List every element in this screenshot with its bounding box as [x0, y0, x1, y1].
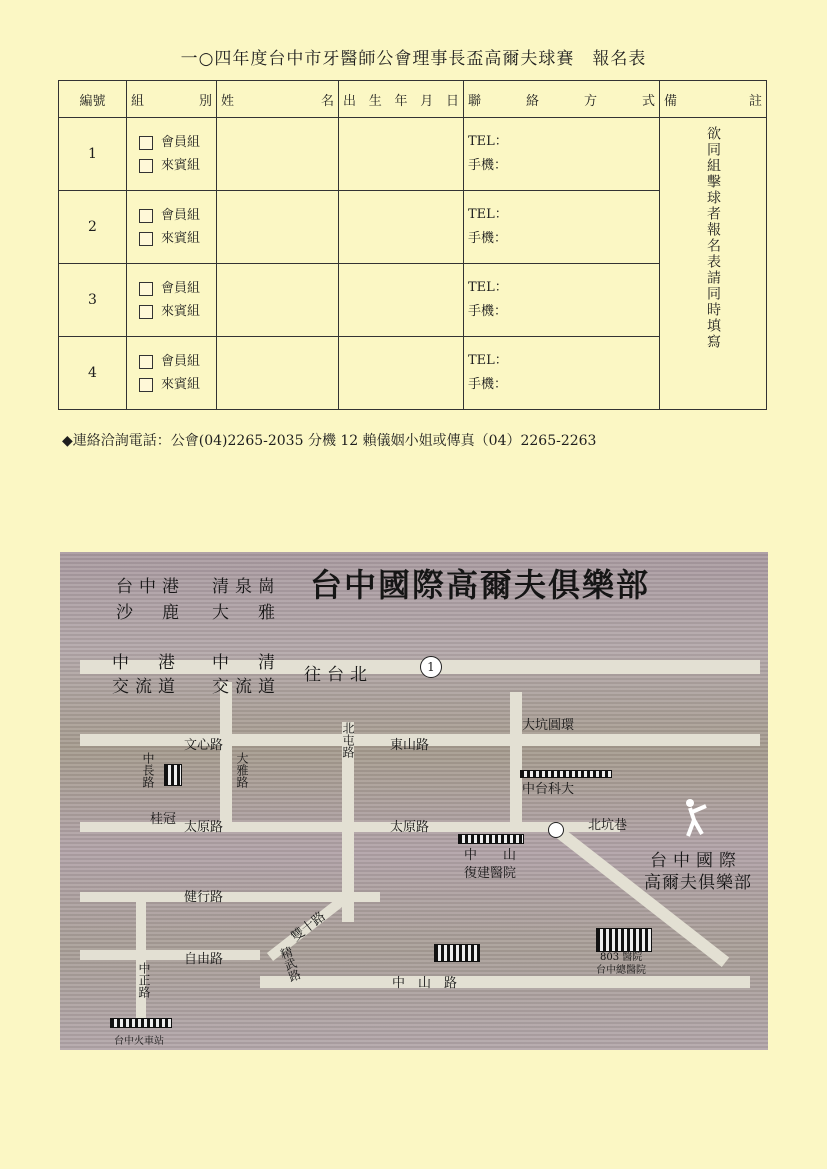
map-label: 中正路 — [137, 962, 151, 998]
highway-1-icon: 1 — [420, 656, 442, 678]
golfer-icon — [680, 798, 710, 838]
map-label: 復建醫院 — [464, 866, 517, 881]
map-label: 往台北 — [304, 665, 373, 685]
tel-label: TEL： — [468, 207, 508, 222]
header-contact: 聯 絡 方 式 — [464, 81, 660, 118]
member-checkbox[interactable] — [139, 209, 153, 223]
map-label: 北屯路 — [341, 722, 355, 758]
birthdate-field[interactable] — [339, 264, 464, 337]
map-label: 中 山 — [464, 848, 517, 863]
guest-checkbox[interactable] — [139, 232, 153, 246]
birthdate-field[interactable] — [339, 337, 464, 410]
contact-field[interactable] — [464, 337, 660, 410]
road-zhongshan — [260, 976, 750, 988]
form-title: 一○四年度台中市牙醫師公會理事長盃高爾夫球賽 報名表 — [180, 49, 647, 69]
contact-field[interactable] — [464, 191, 660, 264]
header-number: 編號 — [59, 81, 127, 118]
row-number: 4 — [59, 337, 127, 410]
group-select — [127, 337, 217, 410]
map-label: 大坑圓環 — [522, 718, 575, 733]
map-label: 文心路 — [184, 738, 224, 753]
member-option[interactable]: 會員組 — [127, 204, 216, 227]
name-field[interactable] — [217, 191, 339, 264]
table-header-row — [59, 81, 767, 118]
map-label: 中台科大 — [522, 782, 575, 797]
mobile-label: 手機： — [468, 231, 508, 246]
member-option[interactable]: 會員組 — [127, 131, 216, 154]
header-name: 姓 名 — [217, 81, 339, 118]
map-label: 自由路 — [184, 952, 224, 967]
road-daken — [510, 692, 522, 822]
map-label: 北坑巷 — [588, 818, 628, 833]
row-number: 1 — [59, 118, 127, 191]
header-note: 備 註 — [660, 81, 767, 118]
map-label: 高爾夫俱樂部 — [644, 873, 752, 893]
map-label: 中長路 — [141, 752, 155, 788]
station-icon — [110, 1018, 172, 1028]
map-label: 中 山 路 — [392, 976, 458, 991]
map-label: 台中港 — [116, 577, 185, 597]
name-field[interactable] — [217, 118, 339, 191]
building-icon — [520, 770, 612, 778]
map-label: 雙十路 — [288, 909, 329, 945]
map-label: 交流道 — [112, 677, 181, 697]
map-label: 東山路 — [390, 738, 430, 753]
map-label: 太原路 — [390, 820, 430, 835]
building-icon — [434, 944, 480, 962]
group-select — [127, 191, 217, 264]
building-icon — [458, 834, 524, 844]
map-label: 沙 鹿 — [116, 603, 185, 623]
contact-info: ◆連絡洽詢電話：公會(04)2265-2035 分機 12 賴儀姻小姐或傳真（04）2265-2263 — [62, 433, 597, 449]
map-label: 台中火車站 — [114, 1036, 164, 1047]
map-label: 大雅路 — [235, 752, 249, 788]
header-group: 組 別 — [127, 81, 217, 118]
map-label: 803 醫院 — [600, 952, 643, 963]
landmark-icon — [548, 822, 564, 838]
map-label: 清泉崗 — [212, 577, 281, 597]
map-label: 精武路 — [277, 944, 303, 984]
group-select — [127, 118, 217, 191]
registration-table — [58, 80, 767, 410]
tel-label: TEL： — [468, 353, 508, 368]
row-number: 2 — [59, 191, 127, 264]
member-option[interactable]: 會員組 — [127, 350, 216, 373]
map-label: 桂冠 — [150, 812, 177, 827]
guest-checkbox[interactable] — [139, 305, 153, 319]
birthdate-field[interactable] — [339, 118, 464, 191]
row-number: 3 — [59, 264, 127, 337]
table-row — [59, 118, 767, 191]
map-label: 台中國際 — [650, 851, 742, 871]
location-map — [60, 552, 768, 1050]
map-label: 中 清 — [212, 653, 281, 673]
guest-option[interactable]: 來賓組 — [127, 300, 216, 323]
tel-label: TEL： — [468, 280, 508, 295]
contact-field[interactable] — [464, 118, 660, 191]
map-label: 台中總醫院 — [596, 965, 646, 976]
mobile-label: 手機： — [468, 158, 508, 173]
guest-option[interactable]: 來賓組 — [127, 227, 216, 250]
mobile-label: 手機： — [468, 304, 508, 319]
birthdate-field[interactable] — [339, 191, 464, 264]
note-cell — [660, 118, 767, 410]
member-option[interactable]: 會員組 — [127, 277, 216, 300]
guest-checkbox[interactable] — [139, 159, 153, 173]
member-checkbox[interactable] — [139, 355, 153, 369]
name-field[interactable] — [217, 337, 339, 410]
building-icon — [164, 764, 182, 786]
note-text: 欲同組擊球者報名表請同時填寫 — [705, 125, 721, 350]
map-label: 中 港 — [112, 653, 181, 673]
map-label: 健行路 — [184, 890, 224, 905]
tel-label: TEL： — [468, 134, 508, 149]
road-daya — [220, 682, 232, 832]
header-birthdate: 出 生 年 月 日 — [339, 81, 464, 118]
map-label: 大 雅 — [212, 603, 281, 623]
group-select — [127, 264, 217, 337]
contact-field[interactable] — [464, 264, 660, 337]
guest-option[interactable]: 來賓組 — [127, 373, 216, 396]
mobile-label: 手機： — [468, 377, 508, 392]
name-field[interactable] — [217, 264, 339, 337]
member-checkbox[interactable] — [139, 136, 153, 150]
member-checkbox[interactable] — [139, 282, 153, 296]
guest-checkbox[interactable] — [139, 378, 153, 392]
road-ziyou — [80, 950, 260, 960]
guest-option[interactable]: 來賓組 — [127, 154, 216, 177]
map-label: 交流道 — [212, 677, 281, 697]
map-label: 太原路 — [184, 820, 224, 835]
map-title: 台中國際高爾夫俱樂部 — [310, 566, 651, 604]
